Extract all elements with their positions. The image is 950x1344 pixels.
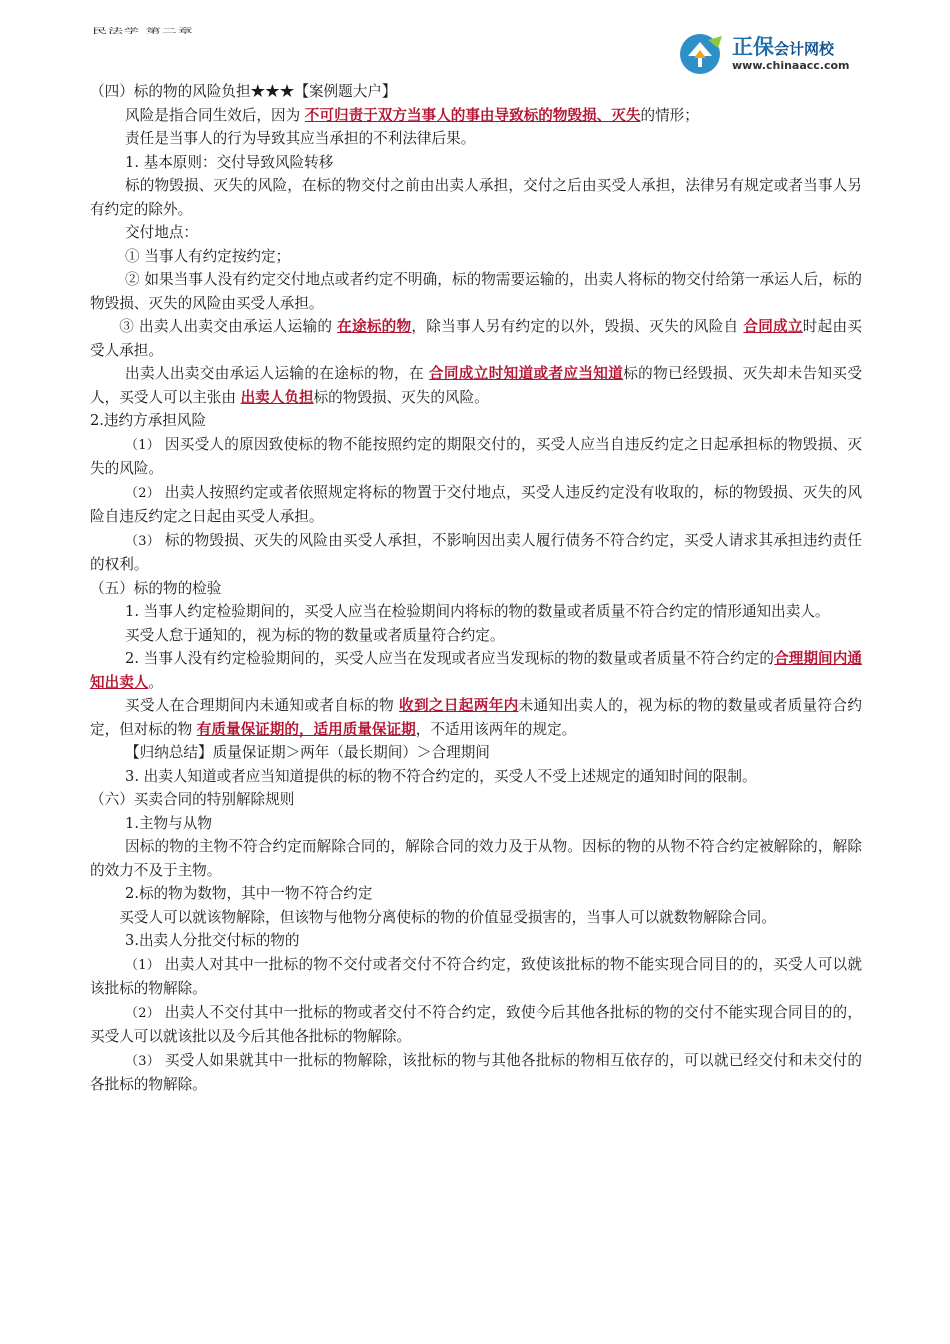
- delivery-place-2: ② 如果当事人没有约定交付地点或者约定不明确，标的物需要运输的，出卖人将标的物交付给第一承运人后，标的物毁损、灭失的风险由买受人承担。: [90, 271, 862, 312]
- section-5-item-3: 3. 出卖人知道或者应当知道提供的标的物不符合约定的，买受人不受上述规定的通知时间的限制。: [125, 767, 757, 785]
- risk-definition: 风险是指合同生效后，因为 不可归责于双方当事人的事由导致标的物毁损、灭失的情形；: [125, 106, 699, 124]
- section-6-point-3-title: 3.出卖人分批交付标的物的: [125, 932, 300, 949]
- point-1-text: 标的物毁损、灭失的风险，在标的物交付之前由出卖人承担，交付之后由买受人承担，法律另有规定或者当事人另有约定的除外。: [90, 177, 862, 218]
- section-5-title: （五）标的物的检验: [90, 579, 222, 597]
- section-5-item-2: 2. 当事人没有约定检验期间的，买受人应当在发现或者应当发现标的物的数量或者质量不符合约定的合理期间内通知出卖人。: [90, 650, 862, 691]
- graduation-cap-icon: [678, 32, 726, 74]
- section-6-point-1-title: 1.主物与从物: [125, 814, 212, 832]
- section-5-item-1: 1. 当事人约定检验期间的，买受人应当在检验期间内将标的物的数量或者质量不符合约定的情形通知出卖人。: [125, 603, 830, 620]
- point-2-title: 2.违约方承担风险: [90, 412, 207, 429]
- document-body: [90, 80, 862, 1097]
- point-2-item-2: （2） 出卖人按照约定或者依照规定将标的物置于交付地点，买受人违反约定没有收取的，标的物毁损、灭失的风险自违反约定之日起由买受人承担。: [90, 483, 862, 525]
- section-6-point-3-item-3: （3） 买受人如果就其中一批标的物解除，该批标的物与其他各批标的物相互依存的，可以就已经交付和未交付的各批标的物解除。: [90, 1051, 862, 1093]
- section-6-point-2-text: 买受人可以就该物解除，但该物与他物分离使标的物的价值显受损害的，当事人可以就数物解除合同。: [119, 908, 776, 926]
- section-6-title: （六）买卖合同的特别解除规则: [90, 791, 295, 808]
- brand-name: 正保会计网校: [732, 35, 835, 59]
- section-6-point-1-text: 因标的物的主物不符合约定而解除合同的，解除合同的效力及于从物。因标的物的从物不符合约定被解除的，解除的效力不及于主物。: [90, 838, 862, 879]
- section-6-point-2-title: 2.标的物为数物，其中一物不符合约定: [125, 885, 373, 902]
- delivery-place-3: ③ 出卖人出卖交由承运人运输的 在途标的物，除当事人另有约定的以外，毁损、灭失的风险自 合同成立时起由买受人承担。: [90, 318, 862, 359]
- section-6-point-3-item-1: （1） 出卖人对其中一批标的物不交付或者交付不符合约定，致使该批标的物不能实现合同目的的，买受人可以就该批标的物解除。: [90, 955, 862, 997]
- brand-logo: [678, 26, 878, 76]
- point-2-item-1: （1） 因买受人的原因致使标的物不能按照约定的期限交付的，买受人应当自违反约定之日起承担标的物毁损、灭失的风险。: [90, 435, 862, 477]
- header-breadcrumb: 民法学 第二章: [92, 26, 194, 35]
- delivery-place-1: ① 当事人有约定按约定；: [125, 247, 291, 265]
- summary-note: 【归纳总结】质量保证期＞两年（最长期间）＞合理期间: [125, 744, 490, 761]
- brand-url: www.chinaacc.com: [732, 59, 850, 72]
- delivery-place-title: 交付地点：: [125, 224, 199, 241]
- section-5-item-1b: 买受人怠于通知的，视为标的物的数量或者质量符合约定。: [125, 626, 505, 644]
- section-5-item-2b: 买受人在合理期间内未通知或者自标的物 收到之日起两年内未通知出卖人的，视为标的物的数量或者质量符合约定，但对标的物 有质量保证期的，适用质量保证期，不适用该两年的规定。: [90, 697, 862, 738]
- responsibility-definition: 责任是当事人的行为导致其应当承担的不利法律后果。: [125, 130, 476, 147]
- transit-goods-rule: 出卖人出卖交由承运人运输的在途标的物，在 合同成立时知道或者应当知道标的物已经毁损、灭失却未告知买受人，买受人可以主张由 出卖人负担标的物毁损、灭失的风险。: [90, 365, 862, 406]
- section-4-title: （四）标的物的风险负担★★★【案例题大户】: [90, 83, 397, 100]
- section-6-point-3-item-2: （2） 出卖人不交付其中一批标的物或者交付不符合约定，致使今后其他各批标的物的交付不能实现合同目的的，买受人可以就该批以及今后其他各批标的物解除。: [90, 1003, 862, 1045]
- point-2-item-3: （3） 标的物毁损、灭失的风险由买受人承担，不影响因出卖人履行债务不符合约定，买受人请求其承担违约责任的权利。: [90, 531, 862, 573]
- point-1-title: 1. 基本原则：交付导致风险转移: [125, 153, 334, 171]
